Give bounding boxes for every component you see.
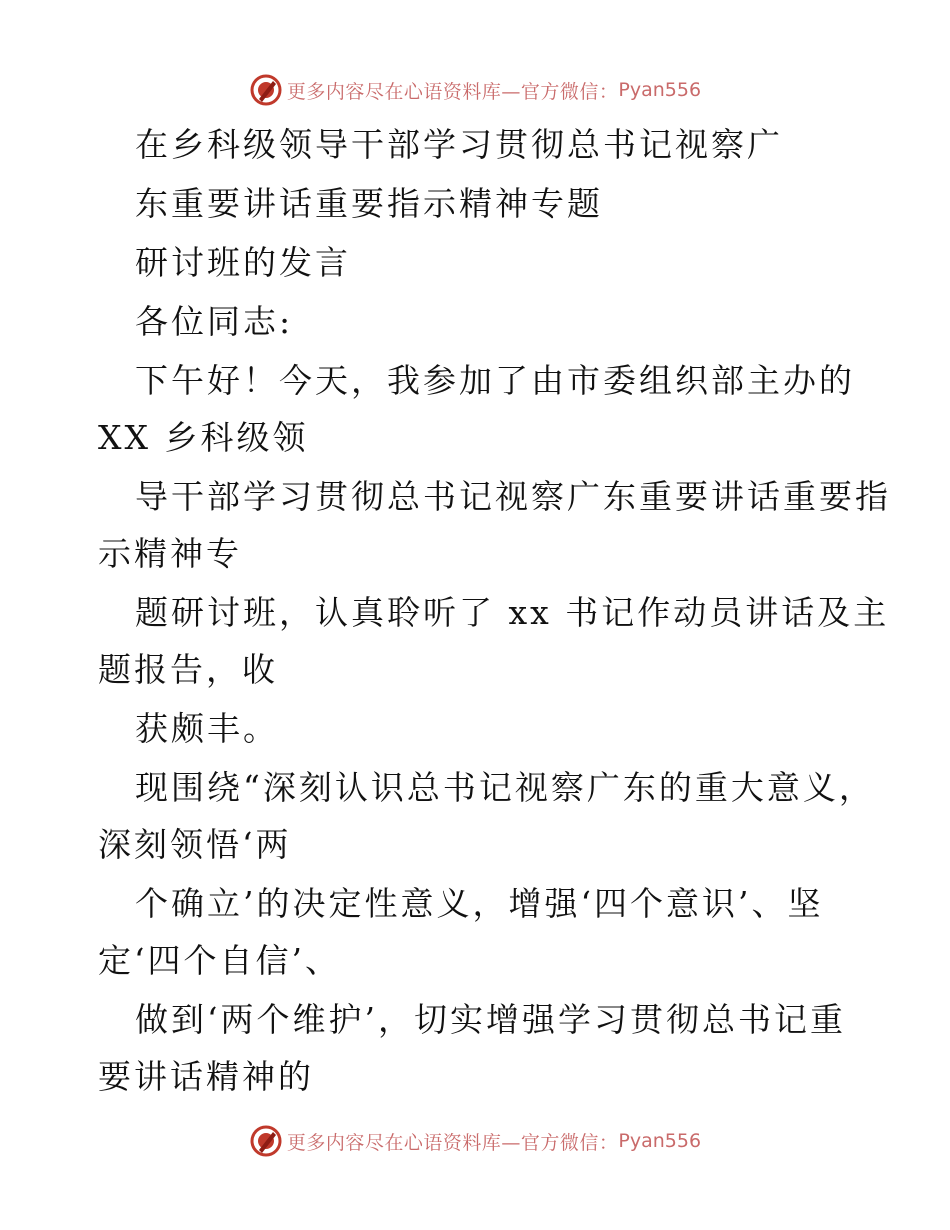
watermark-footer	[0, 1121, 950, 1161]
paragraph-line: 要讲话精神的	[98, 1057, 314, 1096]
paragraph-line: 深刻领悟‘两	[98, 825, 292, 864]
paragraph-line: 现围绕“深刻认识总书记视察广东的重大意义，	[135, 768, 875, 807]
watermark-wechat-id: Pyan556	[618, 79, 702, 101]
salutation: 各位同志:	[135, 302, 294, 341]
paragraph-line: XX 乡科级领	[98, 418, 309, 457]
title-line-1: 在乡科级领导干部学习贯彻总书记视察广	[135, 125, 783, 164]
paragraph-line: 获颇丰。	[135, 709, 279, 748]
paragraph-line: 下午好！今天，我参加了由市委组织部主办的	[135, 361, 855, 400]
watermark-text: 更多内容尽在心语资料库—官方微信：	[286, 1131, 619, 1154]
paragraph-line: 题报告，收	[98, 650, 278, 689]
pen-logo-icon	[249, 1124, 283, 1158]
title-line-3: 研讨班的发言	[135, 243, 351, 282]
title-line-2: 东重要讲话重要指示精神专题	[135, 184, 603, 223]
watermark-wechat-id: Pyan556	[618, 1130, 702, 1152]
paragraph-line: 个确立’的决定性意义，增强‘四个意识’、坚	[135, 884, 824, 923]
paragraph-line: 示精神专	[98, 534, 242, 573]
paragraph-line: 做到‘两个维护’，切实增强学习贯彻总书记重	[135, 1000, 846, 1039]
paragraph-line: 题研讨班，认真聆听了 xx 书记作动员讲话及主	[135, 593, 890, 632]
paragraph-line: 导干部学习贯彻总书记视察广东重要讲话重要指	[135, 477, 891, 516]
paragraph-line: 定‘四个自信’、	[98, 941, 341, 980]
watermark-text: 更多内容尽在心语资料库—官方微信：	[286, 80, 619, 103]
